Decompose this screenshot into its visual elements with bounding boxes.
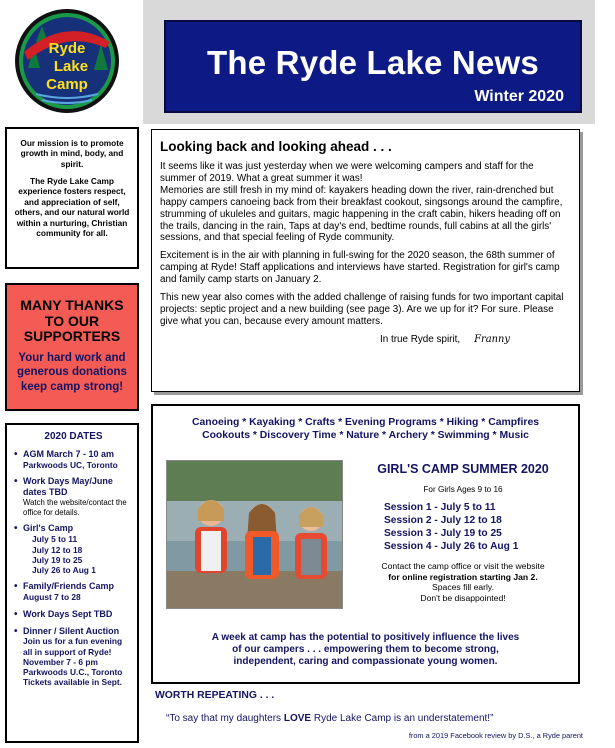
thanks-subheading: TO OUR SUPPORTERS bbox=[23, 313, 121, 345]
auction-heading: • Dinner / Silent Auction bbox=[23, 625, 120, 636]
dates-heading: 2020 DATES bbox=[44, 431, 103, 442]
auction-date: November 7 - 6 pm bbox=[23, 656, 98, 667]
dates-list bbox=[14, 449, 133, 688]
letter-paragraph-1 bbox=[160, 161, 571, 244]
closing-line-2: of our campers . . . empowering them to become strong, bbox=[232, 644, 499, 655]
list-item bbox=[14, 449, 133, 470]
work-days-heading: • Work Days May/June dates TBD bbox=[23, 476, 113, 498]
work-days-sept: • Work Days Sept TBD bbox=[23, 608, 113, 619]
session-3: Session 3 - July 19 to 25 bbox=[384, 528, 502, 540]
logo-text-lake: Lake bbox=[53, 58, 89, 75]
issue-label: Winter 2020 bbox=[474, 88, 564, 105]
activities-list bbox=[153, 416, 578, 442]
quote-start: “To say that my daughters bbox=[166, 713, 284, 724]
letter-memories: Memories are still fresh in my mind of: kayakers heading down the river, rain-drenched but happy campers canoeing back from their breakfast cookout, singsongs around the campfire, strumming of ukuleles and guitars, magic happening in the craft cabin, hikers heading off on the trails, dancing in the rain, Taps at day's end, bedtime rounds, full cabins at all the girls' sessions, and that special feeling of Ryde community. bbox=[160, 184, 563, 244]
camp-title: GIRL'S CAMP SUMMER 2020 bbox=[377, 462, 549, 476]
thanks-message: Your hard work and generous donations keep camp strong! bbox=[17, 351, 127, 393]
dates-box bbox=[5, 423, 139, 743]
closing-line-1: A week at camp has the potential to positively influence the lives bbox=[211, 632, 520, 643]
testimonial-quote bbox=[166, 713, 493, 724]
auction-invite: Join us for a fun evening all in support of Ryde! bbox=[23, 636, 123, 657]
contact-line-1: Contact the camp office or visit the website bbox=[381, 561, 545, 572]
auction-tickets: Tickets available in Sept. bbox=[23, 677, 122, 688]
session-2: Session 2 - July 12 to 18 bbox=[384, 515, 502, 527]
contact-line-2 bbox=[348, 572, 578, 582]
quote-emphasis: LOVE bbox=[283, 713, 312, 724]
signoff-text: In true Ryde spirit, bbox=[380, 333, 461, 345]
camp-closing bbox=[173, 632, 558, 668]
thanks-box bbox=[5, 283, 139, 411]
quote-end: Ryde Lake Camp is an understatement!” bbox=[311, 713, 494, 724]
contact-registration: for online registration starting Jan 2. bbox=[388, 571, 538, 582]
camp-info bbox=[348, 462, 578, 603]
masthead bbox=[164, 20, 582, 113]
campers-photo-image bbox=[167, 461, 343, 609]
session-1: Session 1 - July 5 to 11 bbox=[384, 502, 496, 513]
newsletter-title: The Ryde Lake News bbox=[207, 44, 539, 81]
girls-session-3: July 19 to 25 bbox=[32, 554, 83, 565]
signature: Franny bbox=[474, 333, 510, 345]
list-item bbox=[14, 476, 133, 517]
auction-location: Parkwoods U.C., Toronto bbox=[23, 667, 123, 678]
thanks-heading: MANY THANKS bbox=[20, 297, 124, 313]
mission-statement: Our mission is to promote growth in mind, body, and spirit. bbox=[20, 138, 124, 169]
activities-line-2: Cookouts * Discovery Time * Nature * Archery * Swimming * Music bbox=[202, 430, 529, 441]
girls-session-1: July 5 to 11 bbox=[32, 534, 78, 545]
agm-date: • AGM March 7 - 10 am bbox=[23, 449, 115, 460]
letter-signoff bbox=[380, 334, 571, 346]
contact-line-4: Don't be disappointed! bbox=[420, 592, 506, 603]
list-item bbox=[14, 609, 133, 620]
letter-paragraph-2: Excitement is in the air with planning in full-swing for the 2020 season, the 68th summer of camping at Ryde! Staff applications and interviews have started. Registration for girl's camp and family camp starts on January 2. bbox=[160, 250, 560, 286]
camp-contact bbox=[348, 561, 578, 603]
logo-text-camp: Camp bbox=[46, 76, 88, 93]
camp-logo bbox=[14, 8, 120, 114]
girls-session-4: July 26 to Aug 1 bbox=[32, 565, 96, 576]
contact-line-3: Spaces fill early. bbox=[432, 582, 494, 593]
girls-camp-heading: • Girl's Camp bbox=[23, 523, 74, 534]
girls-camp-box bbox=[151, 404, 580, 684]
closing-line-3: independent, caring and compassionate young women. bbox=[233, 656, 498, 667]
quote-attribution: from a 2019 Facebook review by D.S., a Ryde parent bbox=[408, 731, 583, 740]
session-4: Session 4 - July 26 to Aug 1 bbox=[384, 541, 519, 553]
mission-box bbox=[5, 127, 139, 269]
activities-line-1: Canoeing * Kayaking * Crafts * Evening Programs * Hiking * Campfires bbox=[191, 417, 540, 428]
letter-box bbox=[151, 129, 580, 392]
family-camp-dates: August 7 to 28 bbox=[23, 592, 81, 603]
camp-sessions bbox=[384, 501, 578, 553]
worth-repeating-heading: WORTH REPEATING . . . bbox=[155, 690, 275, 701]
list-item bbox=[14, 523, 133, 575]
girls-session-2: July 12 to 18 bbox=[32, 544, 83, 555]
letter-paragraph-3: This new year also comes with the added challenge of raising funds for two important capital projects: septic project and a new building (see page 3). Are we up for it? For sure. Please give what you can, because every amount matters. bbox=[160, 291, 564, 327]
letter-intro: It seems like it was just yesterday when we were welcoming campers and staff for the summer of 2019. What a great summer it was! bbox=[160, 161, 534, 185]
camp-ages: For Girls Ages 9 to 16 bbox=[423, 485, 503, 494]
agm-location: Parkwoods UC, Toronto bbox=[23, 460, 118, 471]
mission-experience: The Ryde Lake Camp experience fosters respect, and appreciation of self, others, and our natural world within a nurturing, Christian community for all. bbox=[14, 176, 130, 238]
logo-emblem-icon bbox=[14, 8, 120, 114]
campers-photo bbox=[166, 460, 343, 609]
logo-text-ryde: Ryde bbox=[48, 40, 86, 57]
list-item bbox=[14, 581, 133, 602]
family-camp-heading: • Family/Friends Camp bbox=[23, 581, 115, 592]
work-days-note: Watch the website/contact the office for details. bbox=[23, 498, 127, 517]
letter-heading: Looking back and looking ahead . . . bbox=[160, 139, 392, 154]
list-item bbox=[14, 626, 133, 688]
